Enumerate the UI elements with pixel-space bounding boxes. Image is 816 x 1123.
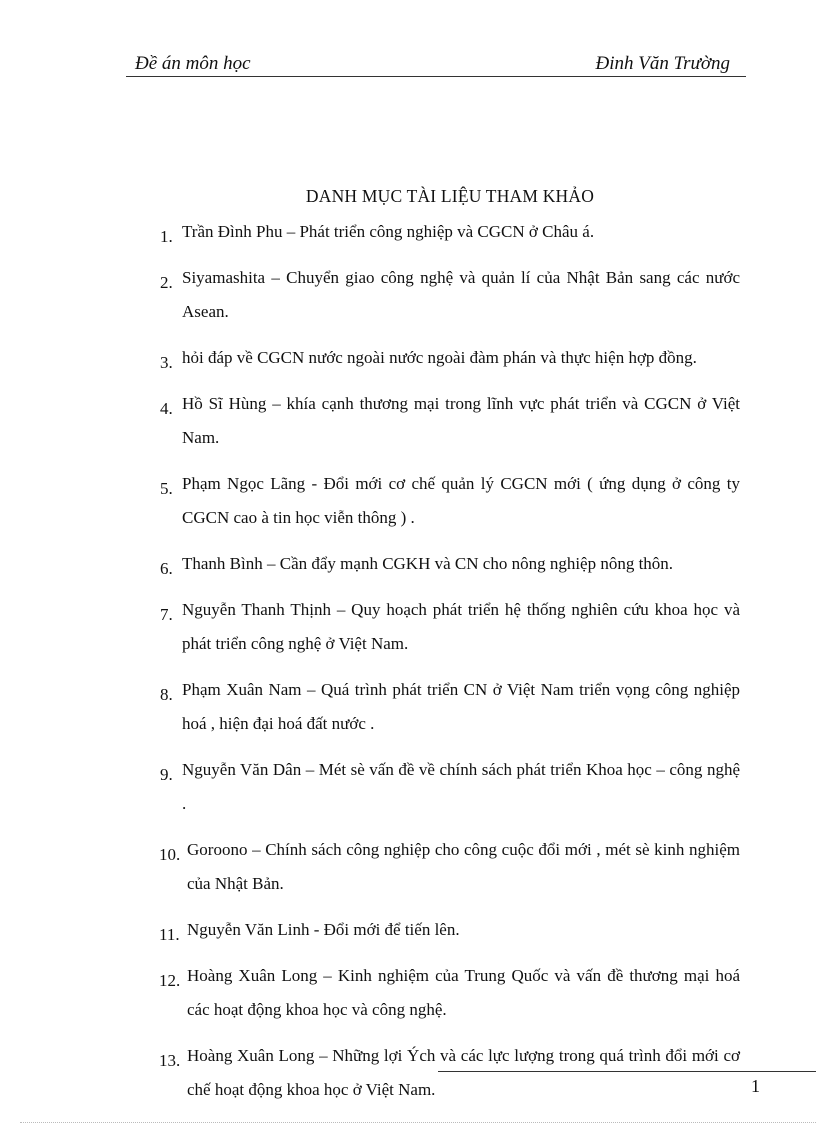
header-right-author: Đinh Văn Trường <box>595 53 730 74</box>
reference-text: Trần Đình Phu – Phát triển công nghiệp và CGCN ở Châu á. <box>182 222 595 241</box>
reference-item <box>160 673 740 741</box>
reference-item <box>160 753 740 821</box>
reference-text: Goroono – Chính sách công nghiệp cho công cuộc đổi mới , mét sè kinh nghiệm của Nhật Bản. <box>187 840 740 893</box>
reference-text: Hoàng Xuân Long – Kinh nghiệm của Trung Quốc và vấn đề thương mại hoá các hoạt động khoa học và công nghệ. <box>187 966 740 1019</box>
header-divider <box>126 76 746 77</box>
reference-number: 9. <box>160 765 173 784</box>
reference-item <box>160 215 740 249</box>
reference-item <box>160 387 740 455</box>
reference-item <box>160 547 740 581</box>
reference-text: Thanh Bình – Cần đẩy mạnh CGKH và CN cho nông nghiệp nông thôn. <box>182 554 674 573</box>
reference-text: Hồ Sĩ Hùng – khía cạnh thương mại trong lĩnh vực phát triển và CGCN ở Việt Nam. <box>182 394 740 447</box>
reference-number: 13. <box>159 1051 181 1070</box>
page-number: 1 <box>751 1076 760 1096</box>
reference-item <box>160 261 740 329</box>
reference-number: 8. <box>160 685 173 704</box>
reference-text: Nguyễn Văn Linh - Đổi mới để tiến lên. <box>187 920 460 939</box>
reference-text: Hoàng Xuân Long – Những lợi Ých và các lực lượng trong quá trình đổi mới cơ chế hoạt động khoa học ở Việt Nam. <box>187 1046 740 1099</box>
reference-number: 3. <box>160 353 173 372</box>
reference-text: Nguyễn Văn Dân – Mét sè vấn đề về chính sách phát triển Khoa học – công nghệ . <box>182 760 740 813</box>
reference-number: 12. <box>159 971 181 990</box>
reference-item <box>160 593 740 661</box>
reference-item <box>160 913 740 947</box>
reference-number: 7. <box>160 605 173 624</box>
header-left-title: Đề án môn học <box>135 53 251 74</box>
reference-item <box>160 833 740 901</box>
reference-item <box>160 341 740 375</box>
reference-number: 6. <box>160 559 173 578</box>
reference-text: Siyamashita – Chuyển giao công nghệ và quản lí của Nhật Bản sang các nước Asean. <box>182 268 740 321</box>
reference-item <box>160 467 740 535</box>
page-title: DANH MỤC TÀI LIỆU THAM KHẢO <box>305 186 595 206</box>
reference-number: 4. <box>160 399 173 418</box>
reference-item <box>160 959 740 1027</box>
reference-number: 10. <box>159 845 181 864</box>
reference-text: Phạm Xuân Nam – Quá trình phát triển CN ở Việt Nam triển vọng công nghiệp hoá , hiện đại hoá đất nước . <box>182 680 740 733</box>
reference-number: 1. <box>160 227 173 246</box>
reference-number: 11. <box>159 925 180 944</box>
footer-divider <box>438 1071 816 1072</box>
reference-number: 2. <box>160 273 173 292</box>
reference-item <box>160 1039 740 1107</box>
reference-number: 5. <box>160 479 173 498</box>
reference-text: Phạm Ngọc Lãng - Đổi mới cơ chế quản lý CGCN mới ( ứng dụng ở công ty CGCN cao à tin học viễn thông ) . <box>182 474 740 527</box>
reference-text: Nguyễn Thanh Thịnh – Quy hoạch phát triển hệ thống nghiên cứu khoa học và phát triển công nghệ ở Việt Nam. <box>182 600 740 653</box>
reference-list <box>160 215 740 1119</box>
reference-text: hỏi đáp về CGCN nước ngoài nước ngoài đàm phán và thực hiện hợp đồng. <box>182 348 697 367</box>
